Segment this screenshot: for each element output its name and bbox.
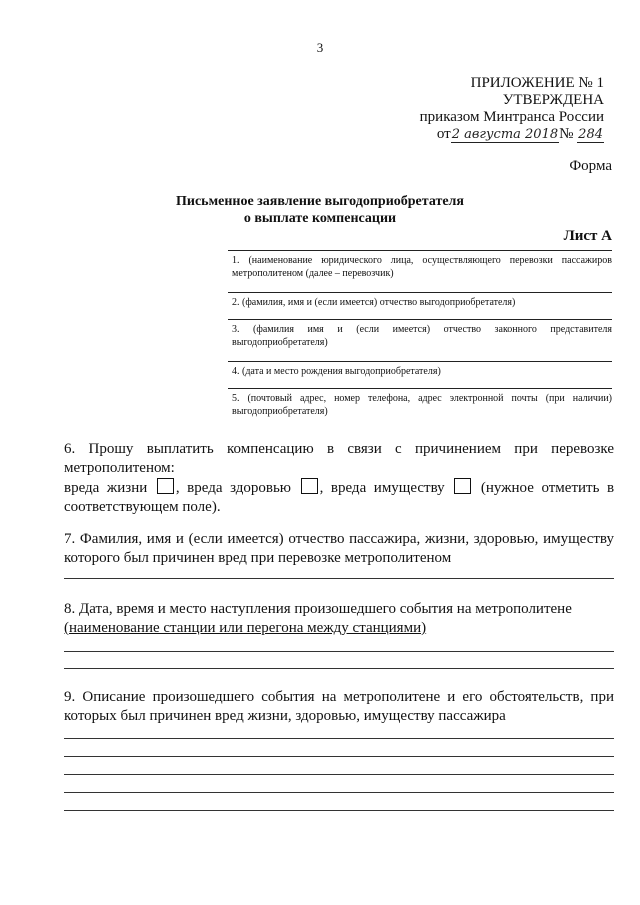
option-life-label: вреда жизни <box>64 480 148 496</box>
order-prefix: от <box>436 126 451 142</box>
option-health-label: , вреда здоровью <box>175 480 291 496</box>
order-number-label: № <box>559 126 574 142</box>
order-line <box>384 126 604 143</box>
field-representative-name[interactable]: 3. (фамилия имя и (если имеется) отчество законного представителя выгодоприобретателя) <box>228 319 612 361</box>
section-9: 9. Описание произошедшего события на метрополитене и его обстоятельств, при которых был причинен вред жизни, здоровью, имуществу пассажира <box>64 689 614 724</box>
section8-underlined: (наименование станции или перегона между станциями) <box>64 620 427 636</box>
appendix-header <box>384 75 604 143</box>
sheet-label: Лист А <box>563 228 612 244</box>
checkbox-property[interactable] <box>454 478 471 494</box>
blank-line-9-5[interactable] <box>64 810 614 811</box>
section-6 <box>64 440 614 517</box>
title-line2: о выплате компенсации <box>243 211 397 226</box>
section-7: 7. Фамилия, имя и (если имеется) отчество пассажира, жизни, здоровью, имуществу которого был причинен вред при перевозке метрополитеном <box>64 531 614 566</box>
field-carrier-name[interactable]: 1. (наименование юридического лица, осуществляющего перевозки пассажиров метрополитеном (далее – перевозчик) <box>228 250 612 292</box>
blank-line-9-3[interactable] <box>64 774 614 775</box>
field-beneficiary-name[interactable]: 2. (фамилия, имя и (если имеется) отчество выгодоприобретателя) <box>228 292 612 319</box>
blank-line-8-1[interactable] <box>64 651 614 652</box>
order-number-handwritten: 284 <box>578 127 603 142</box>
order-date-handwritten: 2 августа 2018 <box>451 127 559 142</box>
applicant-fields <box>228 250 612 430</box>
field-birth-date-place[interactable]: 4. (дата и место рождения выгодоприобретателя) <box>228 361 612 388</box>
blank-line-9-1[interactable] <box>64 738 614 739</box>
appendix-line1: ПРИЛОЖЕНИЕ № 1 <box>470 75 604 91</box>
section8-text: 8. Дата, время и место наступления произошедшего события на метрополитене <box>64 601 572 617</box>
checkbox-life[interactable] <box>157 478 174 494</box>
section6-text: 6. Прошу выплатить компенсацию в связи с причинением при перевозке метрополитеном: <box>64 441 614 476</box>
blank-line-8-2[interactable] <box>64 668 614 669</box>
appendix-line3: приказом Минтранса России <box>419 109 604 125</box>
section-8 <box>64 600 614 638</box>
blank-line-9-2[interactable] <box>64 756 614 757</box>
form-label: Форма <box>569 158 612 174</box>
blank-line-9-4[interactable] <box>64 792 614 793</box>
section6-note: (нужное отметить в соответствующем поле). <box>64 480 615 515</box>
title-line1: Письменное заявление выгодоприобретателя <box>176 194 464 209</box>
option-property-label: , вреда имуществу <box>319 480 445 496</box>
page-number: 3 <box>316 40 324 55</box>
checkbox-health[interactable] <box>301 478 318 494</box>
appendix-line2: УТВЕРЖДЕНА <box>502 92 604 108</box>
blank-line-7-1[interactable] <box>64 578 614 579</box>
field-contact-address[interactable]: 5. (почтовый адрес, номер телефона, адрес электронной почты (при наличии) выгодоприобретателя) <box>228 388 612 430</box>
document-title <box>0 193 640 227</box>
